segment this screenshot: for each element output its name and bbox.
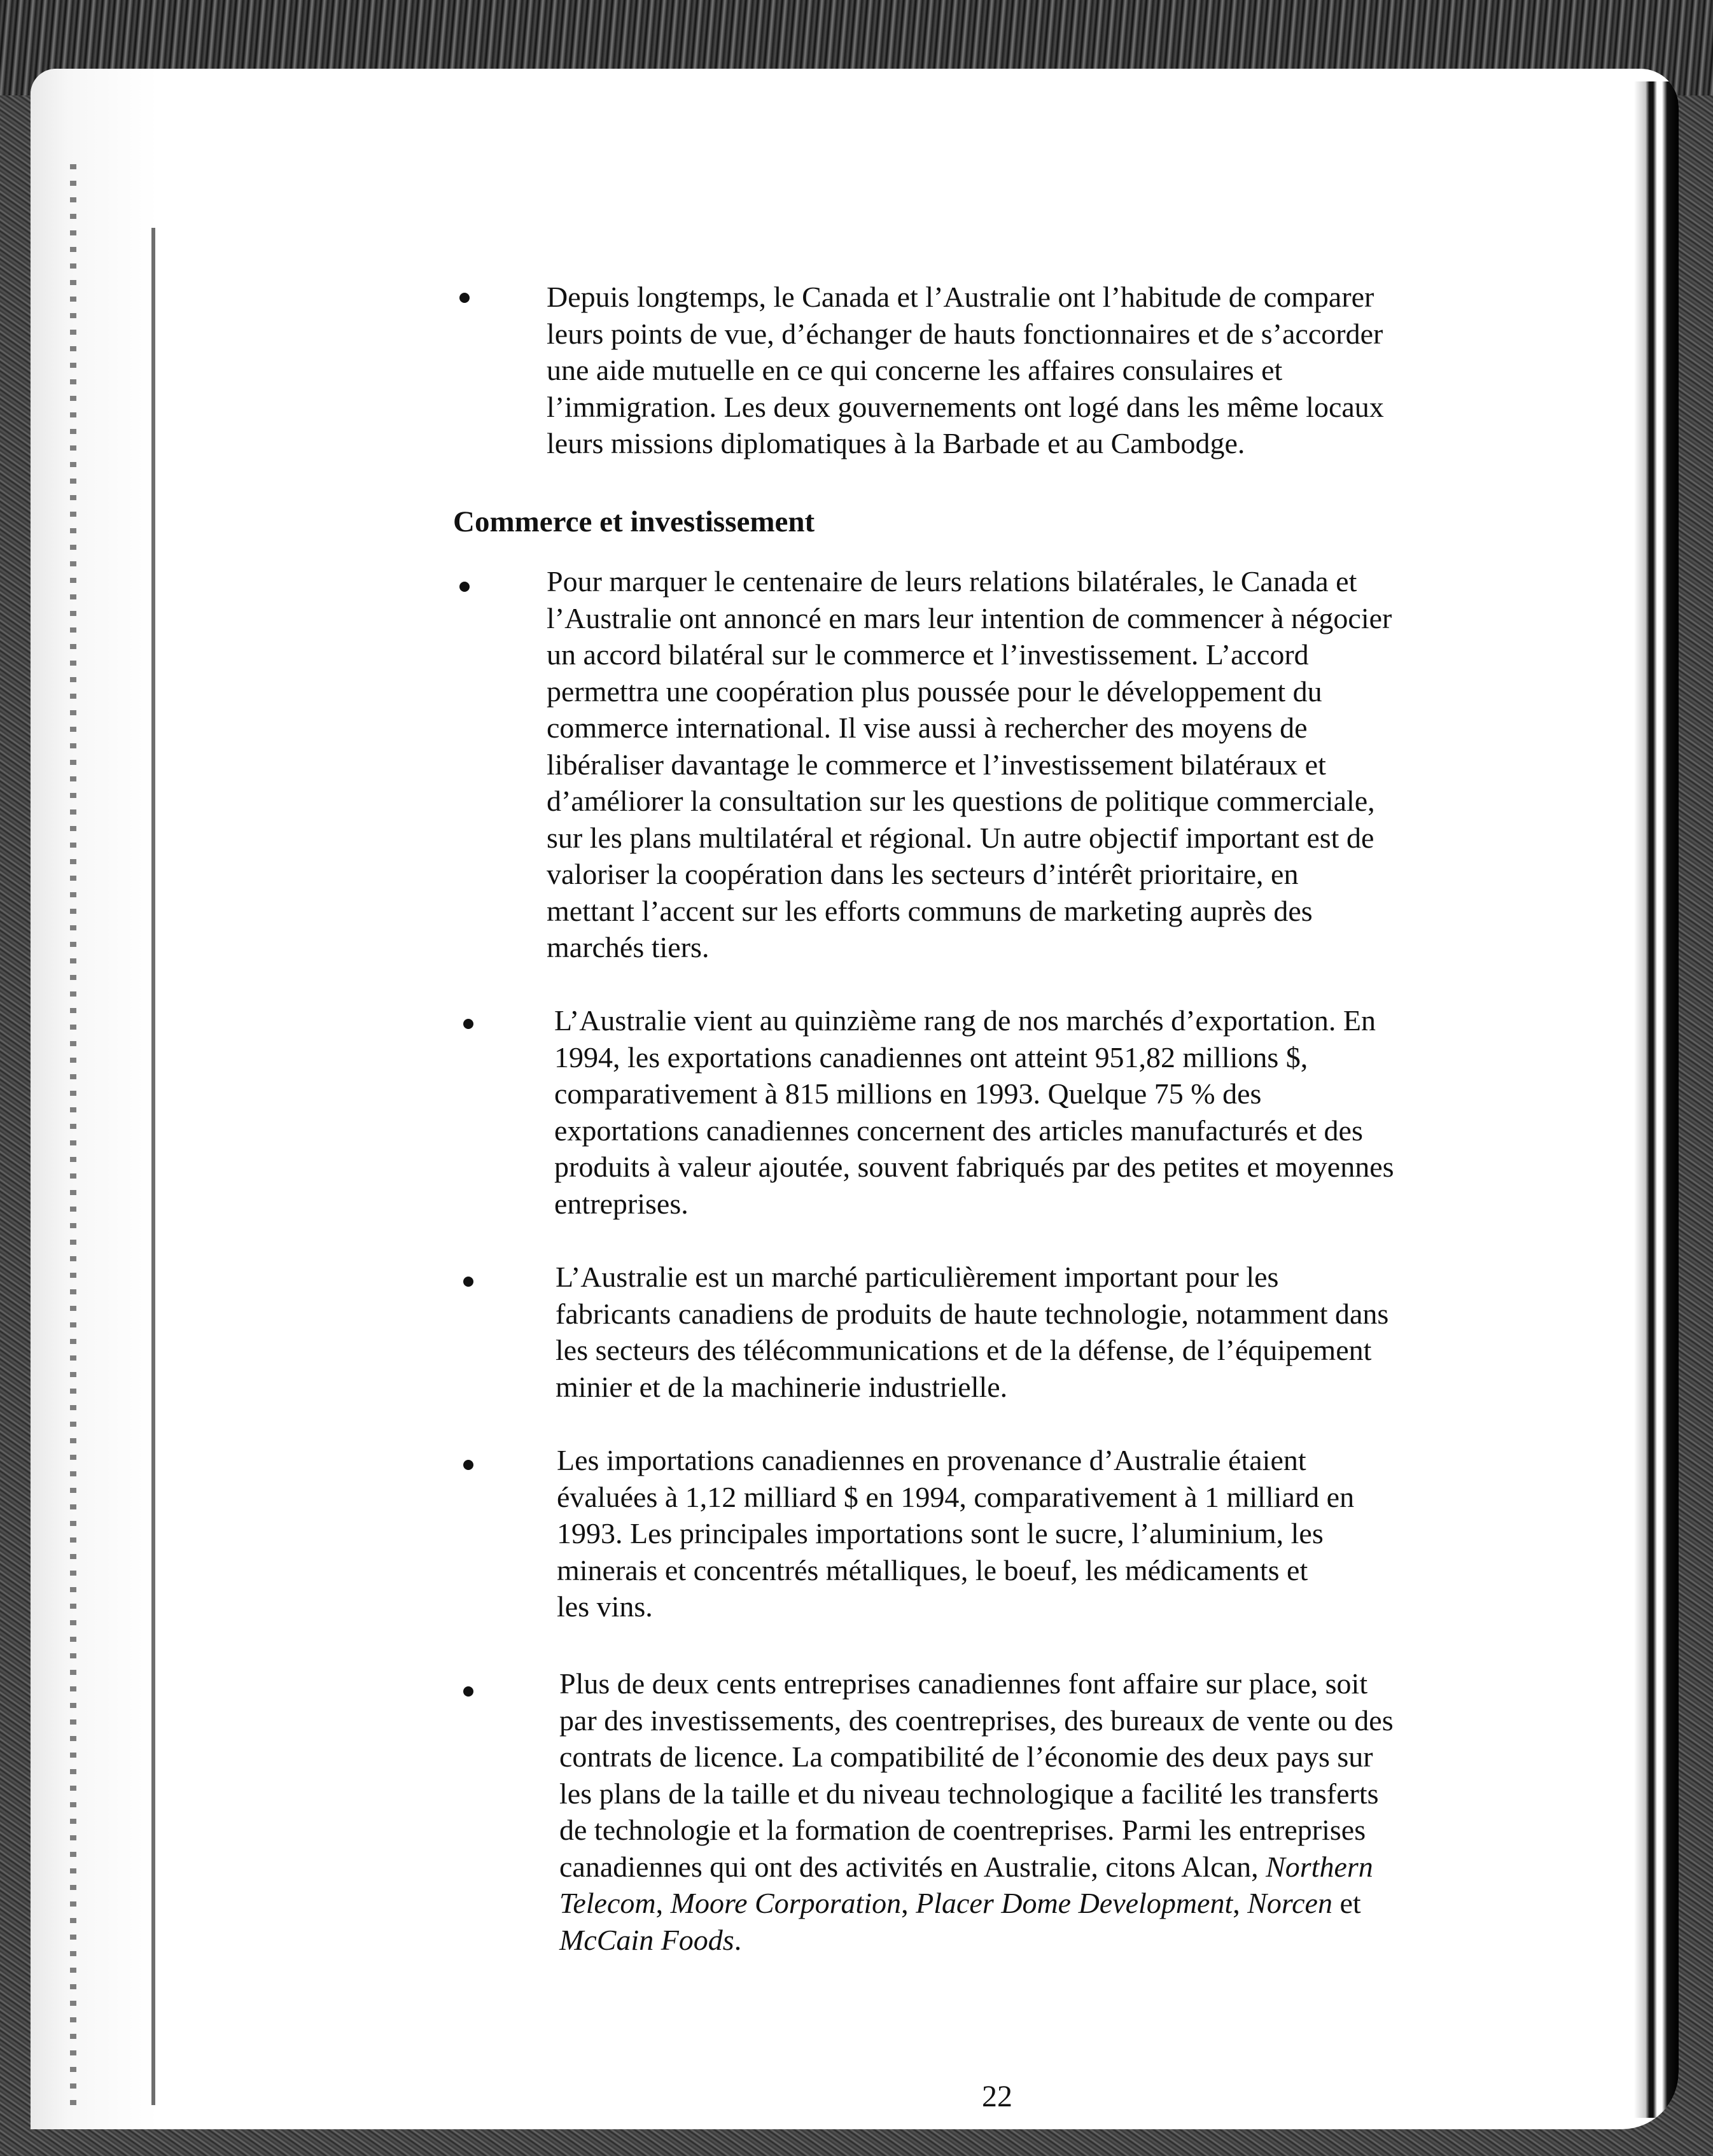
company-placer-dome: Placer Dome Development [916, 1887, 1233, 1919]
separator: , [1233, 1887, 1248, 1919]
paragraph-companies [559, 1665, 1616, 1958]
companies-text: Plus de deux cents entreprises canadiennes font affaire sur place, soit par des investissements, des coentreprises, des bureaux de vente ou des contrats de licence. La compatibilité de l’économie des deux pays sur les plans de la taille et du niveau technologique a facilité les transferts de technologie et la formation de coentreprises. Parmi les entreprises canadiennes qui ont des activités en Australie, citons Alcan, [559, 1667, 1394, 1883]
page-number: 22 [982, 2080, 1012, 2113]
company-norcen: Norcen [1247, 1887, 1332, 1919]
bullet-dot [463, 1019, 473, 1029]
company-mccain-foods: McCain Foods [559, 1923, 734, 1956]
bullet-dot [463, 1460, 473, 1470]
page-content [31, 69, 1679, 2129]
period: . [734, 1923, 742, 1956]
conjunction: et [1339, 1887, 1361, 1919]
bullet-dot [459, 293, 470, 303]
paragraph-exports: L’Australie vient au quinzième rang de nos marchés d’exportation. En 1994, les exportations canadiennes ont atteint 951,82 millions $, comparativement à 815 millions en 1993. Quelque 75 % des exportations canadiennes concernent des articles manufacturés et des produits à valeur ajoutée, souvent fabriqués par des petites et moyennes entreprises. [554, 1004, 1394, 1220]
bullet-dot [459, 582, 470, 592]
paragraph-diplomatic-cooperation: Depuis longtemps, le Canada et l’Australie ont l’habitude de comparer leurs points de vue, d’échanger de hauts fonctionnaires et de s’accorder une aide mutuelle en ce qui concerne les affaires consulaires et l’immigration. Les deux gouvernements ont logé dans les même locaux leurs missions diplomatiques à la Barbade et au Cambodge. [547, 281, 1384, 459]
bullet-dot [463, 1686, 473, 1697]
document-page [31, 69, 1679, 2129]
separator: , [655, 1887, 671, 1919]
company-moore-corporation: Moore Corporation [670, 1887, 902, 1919]
separator: , [901, 1887, 916, 1919]
paragraph-imports: Les importations canadiennes en provenance d’Australie étaient évaluées à 1,12 milliard $ en 1994, comparativement à 1 milliard en 1993. Les principales importations sont le sucre, l’aluminium, les minerais et concentrés métalliques, le boeuf, les médicaments et les vins. [557, 1444, 1355, 1623]
section-heading: Commerce et investissement [453, 505, 815, 538]
bullet-dot [463, 1277, 473, 1287]
company-northern-telecom: Northern Telecom [559, 1850, 1373, 1919]
paragraph-trade-agreement: Pour marquer le centenaire de leurs relations bilatérales, le Canada et l’Australie ont annoncé en mars leur intention de commencer à négocier un accord bilatéral sur le commerce et l’investissement. L’accord permettra une coopération plus poussée pour le développement du commerce international. Il vise aussi à rechercher des moyens de libéraliser davantage le commerce et l’investissement bilatéraux et d’améliorer la consultation sur les questions de politique commerciale, sur les plans multilatéral et régional. Un autre objectif important est de valoriser la coopération dans les secteurs d’intérêt prioritaire, en mettant l’accent sur les efforts communs de marketing auprès des marchés tiers. [547, 565, 1392, 963]
paragraph-high-tech-market: L’Australie est un marché particulièrement important pour les fabricants canadiens de produits de haute technologie, notamment dans les secteurs des télécommunications et de la défense, de l’équipement minier et de la machinerie industrielle. [556, 1261, 1389, 1403]
